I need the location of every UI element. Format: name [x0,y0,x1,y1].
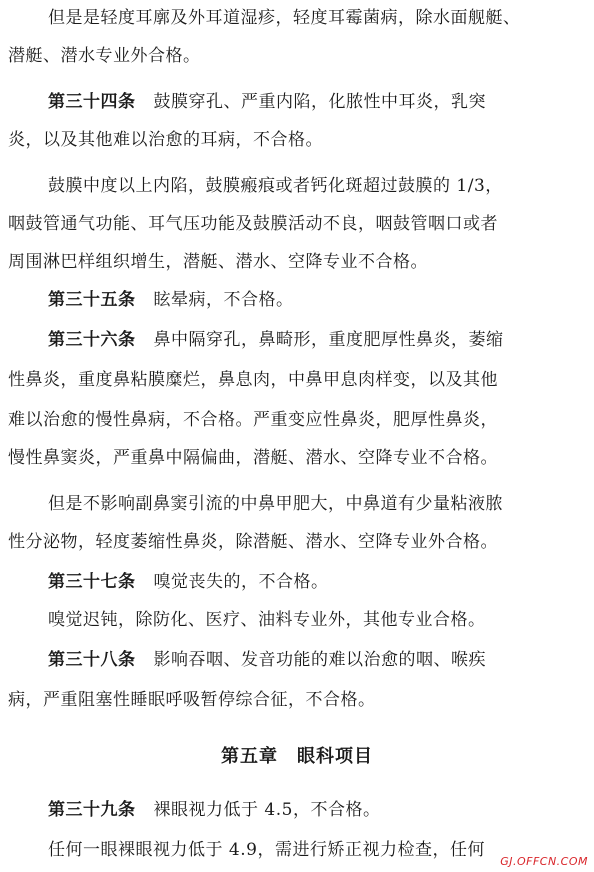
article-37: 第三十七条 嗅觉丧失的，不合格。 [48,572,329,592]
paragraph-line: 嗅觉迟钝，除防化、医疗、油料专业外，其他专业合格。 [48,610,486,630]
article-number: 第三十四条 [48,92,136,112]
paragraph-line: 但是不影响副鼻窦引流的中鼻甲肥大，中鼻道有少量粘液脓 [48,494,503,514]
paragraph-line: 慢性鼻窦炎，严重鼻中隔偏曲，潜艇、潜水、空降专业不合格。 [8,448,498,468]
article-39: 第三十九条 裸眼视力低于 4.5，不合格。 [48,800,381,820]
paragraph-line: 炎，以及其他难以治愈的耳病，不合格。 [8,130,323,150]
paragraph-line: 病，严重阻塞性睡眠呼吸暂停综合征，不合格。 [8,690,376,710]
article-number: 第三十七条 [48,572,136,592]
paragraph-line: 咽鼓管通气功能、耳气压功能及鼓膜活动不良，咽鼓管咽口或者 [8,214,498,234]
paragraph-line: 周围淋巴样组织增生，潜艇、潜水、空降专业不合格。 [8,252,428,272]
article-35: 第三十五条 眩晕病，不合格。 [48,290,294,310]
watermark: GJ.OFFCN.COM [500,855,588,868]
paragraph-line: 任何一眼裸眼视力低于 4.9，需进行矫正视力检查，任何 [48,840,485,860]
paragraph-line: 但是是轻度耳廓及外耳道湿疹，轻度耳霉菌病，除水面舰艇、 [48,8,521,28]
paragraph-line: 潜艇、潜水专业外合格。 [8,46,201,66]
article-34: 第三十四条 鼓膜穿孔、严重内陷，化脓性中耳炎，乳突 [48,92,486,112]
article-number: 第三十五条 [48,290,136,310]
paragraph-line: 性鼻炎，重度鼻粘膜糜烂，鼻息肉，中鼻甲息肉样变，以及其他 [8,370,498,390]
article-number: 第三十六条 [48,330,136,350]
paragraph-line: 鼓膜中度以上内陷，鼓膜瘢痕或者钙化斑超过鼓膜的 1/3， [48,176,503,196]
paragraph-line: 难以治愈的慢性鼻病，不合格。严重变应性鼻炎，肥厚性鼻炎， [8,410,498,430]
article-number: 第三十八条 [48,650,136,670]
article-36: 第三十六条 鼻中隔穿孔，鼻畸形，重度肥厚性鼻炎，萎缩 [48,330,504,350]
article-38: 第三十八条 影响吞咽、发音功能的难以治愈的咽、喉疾 [48,650,486,670]
paragraph-line: 性分泌物，轻度萎缩性鼻炎，除潜艇、潜水、空降专业外合格。 [8,532,498,552]
chapter-heading: 第五章 眼科项目 [221,746,373,767]
article-number: 第三十九条 [48,800,136,820]
